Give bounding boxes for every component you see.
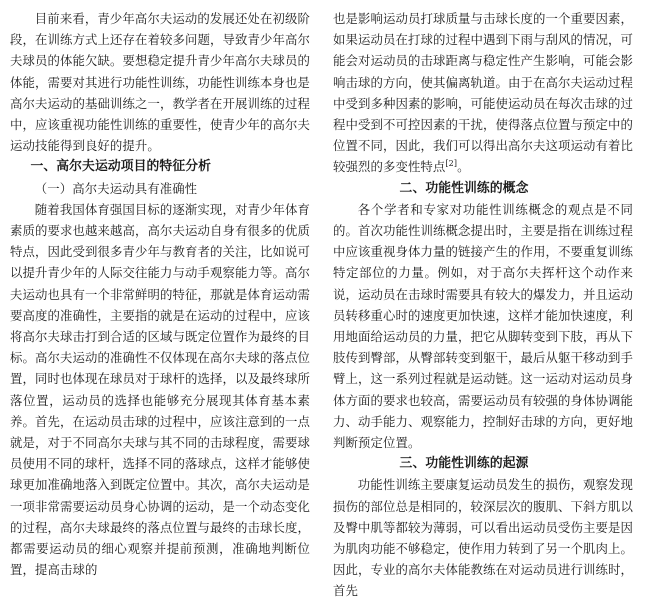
section-heading-1: 一、高尔夫运动项目的特征分析 bbox=[30, 159, 212, 175]
variability-end: 。 bbox=[457, 159, 470, 175]
right-column bbox=[333, 8, 633, 602]
variability-text: 也是影响运动员打球质量与击球长度的一个重要因素，如果运动员在打球的过程中遇到下雨与刮风的情况，可能会对运动员的击球距离与稳定性产生影响，可能会影响击球的方向，使其偏离轨道。由于在高尔夫运动过程中受到多种因素的影响，可能使运动员在每次击球的过程中受到不可控因素的干扰，使得落点位置与预定中的位置不同，因此，我们可以得出高尔夫这项运动有着比较强烈的多变性特点 bbox=[333, 11, 633, 175]
accuracy-paragraph: 随着我国体育强国目标的逐渐实现，对青少年体育素质的要求也越来越高，高尔夫运动自身有很多的优质特点，因此受到很多青少年与教育者的关注，比如说可以提升青少年的人际交往能力与动手观察能力等。高尔夫运动也具有一个非常鲜明的特征，那就是体育运动需要高度的准确性，主要指的就是在运动的过程中，应该将高尔夫球击打到合适的区域与既定位置作为最终的目标。高尔夫运动的准确性不仅体现在高尔夫球的落点位置，同时也体现在球员对于球杆的选择，以及最终球所落位置，运动员的选择也能够充分展现其体育基本素养。首先，在运动员击球的过程中，应该注意到的一点就是，对于不同高尔夫球与其不同的击球程度，需要球员使用不同的球杆，选择不同的落球点，这样才能够使球更加准确地落入到既定位置中。其次，高尔夫运动是一项非常需要运动员身心协调的运动，是一个动态变化的过程，高尔夫球最终的落点位置与最终的击球长度，都需要运动员的细心观察并提前预测，准确地判断位置，提高击球的 bbox=[10, 201, 310, 578]
left-column bbox=[10, 8, 310, 580]
variability-paragraph bbox=[333, 8, 633, 178]
section-heading-3: 三、功能性训练的起源 bbox=[399, 456, 529, 472]
citation-ref: [2] bbox=[445, 159, 458, 169]
origin-paragraph: 功能性训练主要康复运动员发生的损伤，观察发现损伤的部位总是相同的，较深层次的腹肌、下斜方肌以及臀中肌等都较为薄弱，可以看出运动员受伤主要是因为肌肉功能不够稳定，使作用力转到了另一个肌肉上。因此，专业的高尔夫体能教练在对运动员进行训练时，首先 bbox=[333, 477, 633, 599]
section-heading-2: 二、功能性训练的概念 bbox=[399, 180, 529, 196]
subsection-heading-1-1: （一）高尔夫运动具有准确性 bbox=[34, 180, 198, 196]
concept-paragraph: 各个学者和专家对功能性训练概念的观点是不同的。首次功能性训练概念提出时，主要是指在训练过程中应该重视身体力量的链接产生的作用，不要重复训练特定部位的力量。例如，对于高尔夫挥杆这个动作来说，运动员在击球时需要具有较大的爆发力，并且运动员转移重心时的速度更加快速，这样才能加快速度，利用地面给运动员的力量，把它从脚转变到下肢，再从下肢传到臀部，从臀部转变到躯干，最后从躯干移动到手臂上，这一系列过程就是运动链。这一运动对运动员身体方面的要求也较高，需要运动员有较强的身体协调能力、动手能力、观察能力，控制好击球的方向，更好地判断预定位置。 bbox=[333, 201, 633, 451]
intro-paragraph: 目前来看，青少年高尔夫运动的发展还处在初级阶段，在训练方式上还存在着较多问题，导致青少年高尔夫球员的体能欠缺。要想稳定提升青少年高尔夫球员的体能，需要对其进行功能性训练，功能性训练本身也是高尔夫运动的基础训练之一，教学者在开展训练的过程中，应该重视功能性训练的重要性，使青少年的高尔夫运动技能得到良好的提升。 bbox=[10, 11, 310, 154]
